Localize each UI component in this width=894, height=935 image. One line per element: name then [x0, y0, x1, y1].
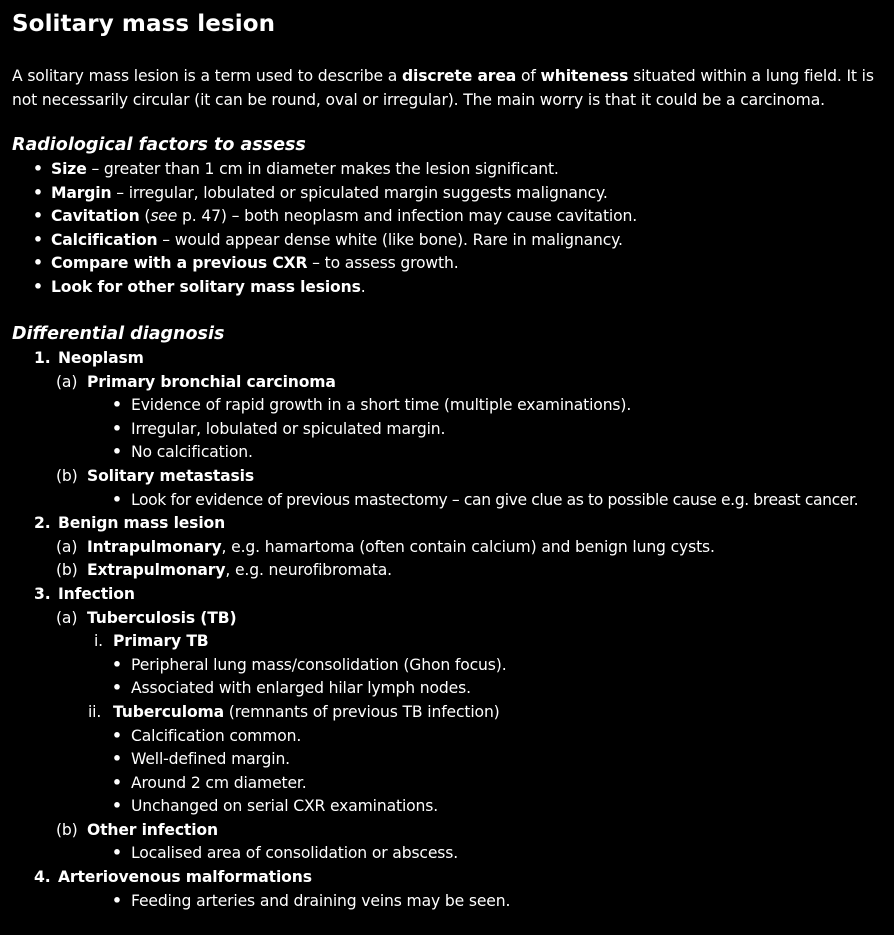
- subitem-label: Primary bronchial carcinoma: [87, 372, 336, 391]
- subitem-label: Intrapulmonary: [87, 537, 222, 556]
- bullet-item: [12, 677, 892, 701]
- intro-text: of: [516, 67, 541, 85]
- intro-term-discrete-area: discrete area: [402, 67, 517, 85]
- bullet-item: [12, 748, 892, 772]
- factor-term: Calcification: [51, 230, 158, 249]
- bullet-text: Localised area of consolidation or abscess.: [131, 844, 459, 863]
- bullet: •: [33, 230, 43, 249]
- subitem-marker: (b): [56, 820, 78, 839]
- subitem-label: Other infection: [87, 820, 218, 839]
- bullet: •: [33, 207, 43, 226]
- subsubitem-label: Tuberculoma: [113, 702, 224, 721]
- factor-text: – would appear dense white (like bone). Rare in malignancy.: [157, 230, 623, 249]
- item-number: 1.: [34, 349, 51, 367]
- bullet: •: [112, 726, 122, 745]
- bullet: •: [112, 679, 122, 698]
- item-benign-mass-lesion: [12, 512, 892, 536]
- factor-text: – irregular, lobulated or spiculated margin suggests malignancy.: [111, 183, 608, 202]
- bullet-text: Associated with enlarged hilar lymph nodes.: [131, 679, 471, 698]
- bullet-text: Peripheral lung mass/consolidation (Ghon focus).: [131, 655, 507, 674]
- bullet-text: Unchanged on serial CXR examinations.: [131, 797, 439, 816]
- subitem-marker: (b): [56, 561, 78, 580]
- bullet: •: [112, 419, 122, 438]
- bullet: •: [33, 183, 43, 202]
- factor-text: (: [139, 207, 151, 226]
- page-title: Solitary mass lesion: [12, 11, 276, 37]
- item-neoplasm: [12, 347, 892, 371]
- bullet-item: [12, 890, 892, 914]
- intro-text: A solitary mass lesion is a term used to describe a: [12, 67, 403, 85]
- factor-term: Size: [51, 160, 87, 178]
- bullet-item: [12, 489, 892, 513]
- bullet-item: [12, 725, 892, 749]
- bullet: •: [33, 160, 43, 178]
- bullet: •: [33, 254, 43, 273]
- bullet: •: [33, 277, 43, 296]
- subitem-text: , e.g. neurofibromata.: [225, 561, 392, 580]
- differential-list: [12, 347, 892, 913]
- subsubitem-marker: i.: [94, 632, 103, 651]
- bullet: •: [112, 443, 122, 462]
- bullet: •: [112, 490, 122, 509]
- subitem-other-infection: [12, 819, 892, 843]
- intro-text: situated within a lung field. It is not necessarily circular (it can be round, oval or irregular). The main worry is that it could be a carcinoma.: [12, 67, 874, 109]
- item-number: 3.: [34, 584, 51, 603]
- bullet: •: [112, 797, 122, 816]
- item-arteriovenous-malformations: [12, 866, 892, 890]
- item-label: Arteriovenous malformations: [58, 868, 312, 887]
- factor-margin: [12, 182, 892, 206]
- factor-size: [12, 158, 892, 182]
- item-infection: [12, 583, 892, 607]
- bullet: •: [112, 750, 122, 769]
- subsubitem-text: (remnants of previous TB infection): [223, 702, 500, 721]
- factor-text: – to assess growth.: [307, 254, 459, 273]
- item-number: 2.: [34, 514, 51, 533]
- bullet-text: Calcification common.: [131, 726, 302, 745]
- bullet-text: Irregular, lobulated or spiculated margin.: [131, 419, 446, 438]
- bullet-text: Evidence of rapid growth in a short time (multiple examinations).: [131, 396, 632, 415]
- bullet-item: [12, 418, 892, 442]
- item-number: 4.: [34, 868, 51, 887]
- subitem-intrapulmonary: [12, 536, 892, 560]
- factor-term: Margin: [51, 183, 112, 202]
- bullet-item: [12, 394, 892, 418]
- subitem-marker: (a): [56, 372, 78, 391]
- factor-compare: [12, 252, 892, 276]
- bullet-item: [12, 441, 892, 465]
- factor-text: – greater than 1 cm in diameter makes the lesion significant.: [86, 160, 559, 178]
- bullet-item: [12, 772, 892, 796]
- bullet-text: Feeding arteries and draining veins may be seen.: [131, 891, 511, 910]
- subitem-marker: (b): [56, 466, 78, 485]
- bullet-item: [12, 795, 892, 819]
- factor-look: [12, 276, 892, 300]
- factor-text: p. 47) – both neoplasm and infection may cause cavitation.: [177, 207, 638, 226]
- factors-heading: Radiological factors to assess: [12, 135, 306, 155]
- subitem-label: Solitary metastasis: [87, 466, 255, 485]
- bullet: •: [112, 891, 122, 910]
- factors-list: [12, 158, 892, 300]
- subitem-label: Tuberculosis (TB): [87, 608, 237, 627]
- subitem-solitary-metastasis: [12, 465, 892, 489]
- subitem-text: , e.g. hamartoma (often contain calcium) and benign lung cysts.: [221, 537, 715, 556]
- intro-paragraph: [12, 64, 884, 112]
- factor-calcification: [12, 229, 892, 253]
- factor-term: Compare with a previous CXR: [51, 254, 308, 273]
- see-reference: see: [150, 207, 178, 226]
- subitem-marker: (a): [56, 537, 78, 556]
- bullet: •: [112, 844, 122, 863]
- subitem-extrapulmonary: [12, 559, 892, 583]
- differential-heading: Differential diagnosis: [12, 324, 225, 344]
- subitem-marker: (a): [56, 608, 78, 627]
- factor-cavitation: [12, 205, 892, 229]
- bullet-text: Look for evidence of previous mastectomy – can give clue as to possible cause e.g. breast cancer.: [131, 490, 859, 509]
- subitem-label: Extrapulmonary: [87, 561, 226, 580]
- intro-term-whiteness: whiteness: [540, 67, 629, 85]
- item-label: Benign mass lesion: [58, 514, 226, 533]
- subsubitem-tuberculoma: [12, 701, 892, 725]
- factor-text: .: [360, 277, 366, 296]
- subsubitem-primary-tb: [12, 630, 892, 654]
- factor-term: Cavitation: [51, 207, 140, 226]
- item-label: Neoplasm: [58, 349, 144, 367]
- item-label: Infection: [58, 584, 135, 603]
- subsubitem-marker: ii.: [88, 702, 102, 721]
- bullet: •: [112, 773, 122, 792]
- bullet-text: Around 2 cm diameter.: [131, 773, 307, 792]
- bullet-item: [12, 842, 892, 866]
- bullet: •: [112, 655, 122, 674]
- subitem-tuberculosis: [12, 607, 892, 631]
- bullet-item: [12, 654, 892, 678]
- factor-term: Look for other solitary mass lesions: [51, 277, 361, 296]
- subsubitem-label: Primary TB: [113, 632, 209, 651]
- bullet-text: Well-defined margin.: [131, 750, 290, 769]
- bullet-text: No calcification.: [131, 443, 253, 462]
- subitem-primary-bronchial-carcinoma: [12, 371, 892, 395]
- bullet: •: [112, 396, 122, 415]
